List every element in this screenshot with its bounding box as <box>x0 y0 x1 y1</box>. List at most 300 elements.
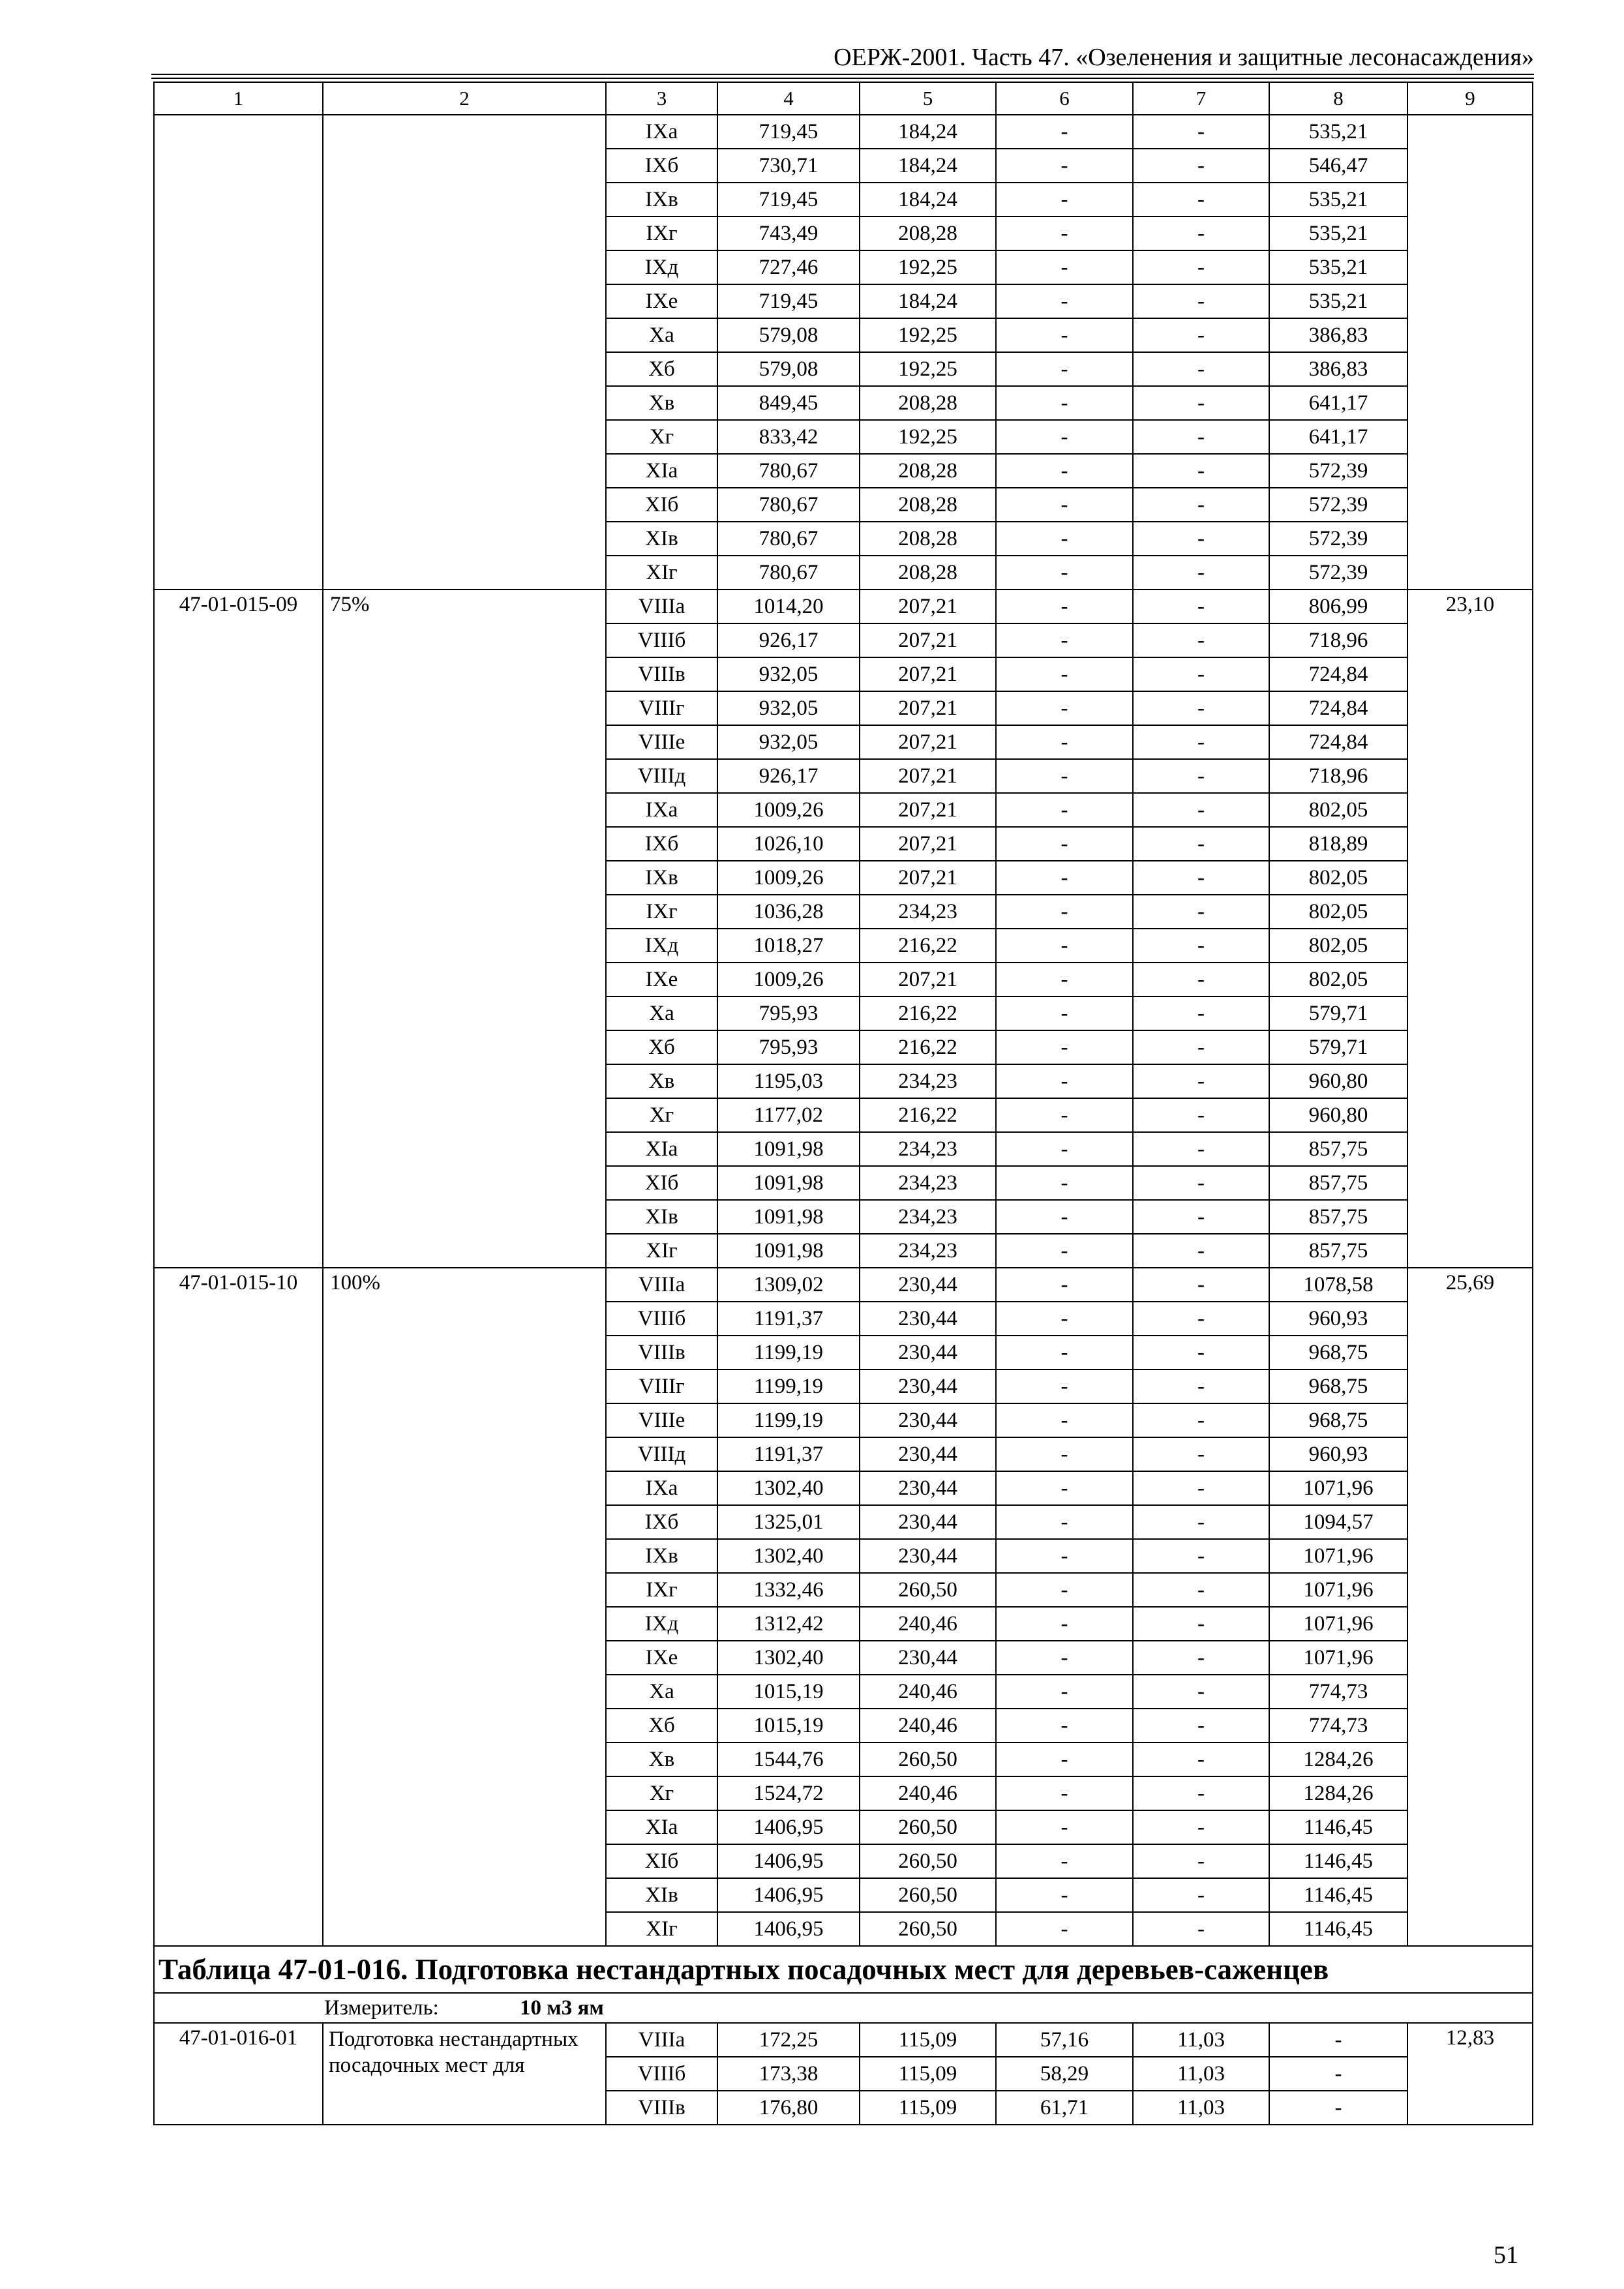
table-cell: 1199,19 <box>717 1369 860 1403</box>
table-cell: 240,46 <box>860 1675 996 1709</box>
table-cell: - <box>1133 691 1269 725</box>
table-cell: - <box>996 1200 1133 1234</box>
table-cell: - <box>996 1776 1133 1810</box>
table-cell: 932,05 <box>717 691 860 725</box>
table-cell: 1406,95 <box>717 1912 860 1946</box>
table-cell: 535,21 <box>1269 250 1407 284</box>
table-cell: - <box>996 318 1133 352</box>
table-cell: XIв <box>606 1878 717 1912</box>
table-cell: 802,05 <box>1269 861 1407 895</box>
table-cell: XIв <box>606 1200 717 1234</box>
unit-cell <box>154 1993 1533 2023</box>
table-cell: - <box>1133 725 1269 759</box>
table-cell: 535,21 <box>1269 115 1407 149</box>
table-cell: - <box>996 725 1133 759</box>
table-cell: 1199,19 <box>717 1403 860 1437</box>
table-cell: 718,96 <box>1269 623 1407 657</box>
table-cell: - <box>996 929 1133 963</box>
table-cell: - <box>1133 1369 1269 1403</box>
table-cell: Xг <box>606 420 717 454</box>
table-cell: XIб <box>606 488 717 522</box>
table-cell: IXе <box>606 1641 717 1675</box>
table-cell: Xа <box>606 318 717 352</box>
table-cell: - <box>1133 1166 1269 1200</box>
table-cell: 818,89 <box>1269 827 1407 861</box>
table-cell: - <box>996 1505 1133 1539</box>
table-cell: 115,09 <box>860 2091 996 2125</box>
unit-label: Измеритель: <box>324 1996 439 2020</box>
table-cell: IXе <box>606 963 717 996</box>
table-cell: - <box>996 1912 1133 1946</box>
table-cell: 1406,95 <box>717 1810 860 1844</box>
table-cell: - <box>996 1709 1133 1743</box>
table-cell: 1302,40 <box>717 1641 860 1675</box>
table-cell: VIIIв <box>606 657 717 691</box>
table-cell: - <box>996 454 1133 488</box>
table-cell: 1199,19 <box>717 1336 860 1369</box>
table-cell: VIIIе <box>606 1403 717 1437</box>
table-caption: Таблица 47-01-016. Подготовка нестандартных посадочных мест для деревьев-саженцев <box>154 1946 1533 1993</box>
table-cell: 641,17 <box>1269 420 1407 454</box>
name-cell: Подготовка нестандартных посадочных мест для <box>323 2023 606 2125</box>
table-cell: - <box>1133 420 1269 454</box>
table-cell: 173,38 <box>717 2057 860 2091</box>
table-cell: VIIIб <box>606 1302 717 1336</box>
table-cell: - <box>1133 1539 1269 1573</box>
table-cell: 795,93 <box>717 1030 860 1064</box>
table-cell: Xа <box>606 996 717 1030</box>
table-cell: 230,44 <box>860 1268 996 1302</box>
table-cell: - <box>996 691 1133 725</box>
table-cell: 216,22 <box>860 1030 996 1064</box>
table-cell: 932,05 <box>717 725 860 759</box>
table-cell: 572,39 <box>1269 454 1407 488</box>
table-cell: - <box>1133 1403 1269 1437</box>
column-number: 8 <box>1269 82 1407 115</box>
total-cell: 25,69 <box>1407 1268 1533 1946</box>
table-cell: - <box>1133 1268 1269 1302</box>
table-cell: 216,22 <box>860 929 996 963</box>
table-cell: Xа <box>606 1675 717 1709</box>
table-row <box>154 1268 1533 1302</box>
table-cell: 774,73 <box>1269 1709 1407 1743</box>
table-cell: 386,83 <box>1269 318 1407 352</box>
table-cell: 207,21 <box>860 623 996 657</box>
table-cell: VIIIб <box>606 2057 717 2091</box>
table-cell: 535,21 <box>1269 217 1407 250</box>
table-cell: VIIIг <box>606 691 717 725</box>
table-cell: 857,75 <box>1269 1234 1407 1268</box>
table-cell: IXб <box>606 1505 717 1539</box>
table-cell: 1071,96 <box>1269 1607 1407 1641</box>
table-cell: - <box>996 1098 1133 1132</box>
table-cell: 724,84 <box>1269 691 1407 725</box>
table-cell: Xв <box>606 1064 717 1098</box>
table-cell: - <box>996 623 1133 657</box>
table-cell: - <box>1133 1878 1269 1912</box>
table-cell: XIб <box>606 1844 717 1878</box>
table-cell: 192,25 <box>860 318 996 352</box>
table-cell: - <box>996 115 1133 149</box>
table-cell: - <box>1133 1132 1269 1166</box>
table-cell: 230,44 <box>860 1539 996 1573</box>
table-cell: - <box>996 1234 1133 1268</box>
table-cell: 579,08 <box>717 352 860 386</box>
table-cell: - <box>1133 183 1269 217</box>
code-cell: 47-01-016-01 <box>154 2023 323 2125</box>
table-cell: - <box>996 996 1133 1030</box>
table-cell: 1406,95 <box>717 1844 860 1878</box>
table-cell: - <box>1133 149 1269 183</box>
table-cell: XIа <box>606 1132 717 1166</box>
table-cell: - <box>996 1030 1133 1064</box>
table-cell: IXа <box>606 793 717 827</box>
table-cell: 780,67 <box>717 522 860 556</box>
table-cell: 1071,96 <box>1269 1539 1407 1573</box>
table-cell: 1146,45 <box>1269 1844 1407 1878</box>
table-cell: 260,50 <box>860 1878 996 1912</box>
table-cell: - <box>996 386 1133 420</box>
table-cell: 932,05 <box>717 657 860 691</box>
table-cell: - <box>1133 861 1269 895</box>
unit-row <box>154 1993 1533 2023</box>
table-cell: XIа <box>606 454 717 488</box>
table-cell: VIIIг <box>606 1369 717 1403</box>
table-cell: Xб <box>606 1030 717 1064</box>
table-cell: - <box>996 827 1133 861</box>
table-cell: 260,50 <box>860 1810 996 1844</box>
table-cell: 1284,26 <box>1269 1776 1407 1810</box>
table-cell: 230,44 <box>860 1641 996 1675</box>
table-cell: 1302,40 <box>717 1471 860 1505</box>
table-cell: 849,45 <box>717 386 860 420</box>
table-cell: - <box>1133 623 1269 657</box>
table-cell: 260,50 <box>860 1844 996 1878</box>
table-cell: - <box>1133 1200 1269 1234</box>
table-cell: - <box>1133 793 1269 827</box>
table-cell: 184,24 <box>860 284 996 318</box>
table-cell: 11,03 <box>1133 2091 1269 2125</box>
table-cell: - <box>996 590 1133 623</box>
table-cell: - <box>996 217 1133 250</box>
table-cell: - <box>1133 1776 1269 1810</box>
table-cell: Xв <box>606 1743 717 1776</box>
table-cell: 234,23 <box>860 1234 996 1268</box>
table-cell: 1091,98 <box>717 1132 860 1166</box>
table-cell: 1071,96 <box>1269 1641 1407 1675</box>
table-cell: 207,21 <box>860 691 996 725</box>
table-cell: - <box>996 556 1133 590</box>
code-cell <box>154 115 323 590</box>
total-cell: 23,10 <box>1407 590 1533 1268</box>
table-cell: - <box>996 522 1133 556</box>
table-cell: 230,44 <box>860 1369 996 1403</box>
table-cell: 968,75 <box>1269 1369 1407 1403</box>
table-cell: - <box>996 1675 1133 1709</box>
table-cell: 774,73 <box>1269 1675 1407 1709</box>
table-cell: - <box>996 183 1133 217</box>
table-cell: - <box>996 1369 1133 1403</box>
table-cell: - <box>996 284 1133 318</box>
table-cell: - <box>1133 318 1269 352</box>
table-cell: - <box>1133 1234 1269 1268</box>
table-cell: - <box>1133 1607 1269 1641</box>
table-cell: IXв <box>606 183 717 217</box>
table-cell: 240,46 <box>860 1709 996 1743</box>
table-cell: - <box>1133 1437 1269 1471</box>
table-cell: - <box>996 1132 1133 1166</box>
table-cell: IXа <box>606 1471 717 1505</box>
table-row <box>154 115 1533 149</box>
table-cell: 184,24 <box>860 115 996 149</box>
table-cell: - <box>1133 827 1269 861</box>
table-cell: 535,21 <box>1269 183 1407 217</box>
table-cell: 115,09 <box>860 2023 996 2057</box>
table-cell: 234,23 <box>860 1200 996 1234</box>
table-cell: - <box>996 895 1133 929</box>
table-cell: 216,22 <box>860 996 996 1030</box>
table-cell: 176,80 <box>717 2091 860 2125</box>
table-cell: - <box>1133 217 1269 250</box>
table-cell: 1009,26 <box>717 793 860 827</box>
table-cell: 727,46 <box>717 250 860 284</box>
table-cell: 240,46 <box>860 1607 996 1641</box>
column-number: 2 <box>323 82 606 115</box>
table-cell: IXб <box>606 827 717 861</box>
table-cell: 208,28 <box>860 217 996 250</box>
table-cell: 192,25 <box>860 420 996 454</box>
table-cell: 1014,20 <box>717 590 860 623</box>
table-cell: - <box>1133 1641 1269 1675</box>
header-rule-secondary <box>151 78 1534 79</box>
table-cell: 572,39 <box>1269 488 1407 522</box>
table-cell: 1015,19 <box>717 1675 860 1709</box>
table-cell: 724,84 <box>1269 725 1407 759</box>
table-cell: - <box>1133 657 1269 691</box>
table-cell: 1309,02 <box>717 1268 860 1302</box>
table-cell: - <box>996 1166 1133 1200</box>
table-cell: 1325,01 <box>717 1505 860 1539</box>
table-cell: - <box>1133 556 1269 590</box>
table-cell: 857,75 <box>1269 1166 1407 1200</box>
table-cell: - <box>1133 488 1269 522</box>
table-cell: 1191,37 <box>717 1302 860 1336</box>
table-cell: 1146,45 <box>1269 1810 1407 1844</box>
table-cell: 802,05 <box>1269 963 1407 996</box>
table-cell: - <box>996 149 1133 183</box>
column-number: 3 <box>606 82 717 115</box>
table-cell: IXг <box>606 1573 717 1607</box>
table-cell: 11,03 <box>1133 2023 1269 2057</box>
table-cell: VIIIе <box>606 725 717 759</box>
table-cell: 719,45 <box>717 284 860 318</box>
table-cell: 115,09 <box>860 2057 996 2091</box>
table-cell: - <box>1133 1064 1269 1098</box>
table-cell: 1091,98 <box>717 1166 860 1200</box>
table-cell: 802,05 <box>1269 895 1407 929</box>
table-cell: 1078,58 <box>1269 1268 1407 1302</box>
table-cell: - <box>996 1573 1133 1607</box>
table-cell: 230,44 <box>860 1302 996 1336</box>
code-cell: 47-01-015-09 <box>154 590 323 1268</box>
table-cell: 806,99 <box>1269 590 1407 623</box>
table-cell: IXд <box>606 1607 717 1641</box>
table-cell: 230,44 <box>860 1505 996 1539</box>
name-cell: 75% <box>323 590 606 1268</box>
table-cell: 1524,72 <box>717 1776 860 1810</box>
table-cell: 968,75 <box>1269 1336 1407 1369</box>
table-cell: 216,22 <box>860 1098 996 1132</box>
table-cell: - <box>996 1539 1133 1573</box>
table-cell: 192,25 <box>860 352 996 386</box>
table-cell: 207,21 <box>860 759 996 793</box>
table-cell: - <box>1133 1505 1269 1539</box>
table-cell: - <box>1133 1302 1269 1336</box>
code-cell: 47-01-015-10 <box>154 1268 323 1946</box>
table-cell: 240,46 <box>860 1776 996 1810</box>
table-cell: 58,29 <box>996 2057 1133 2091</box>
table-cell: 857,75 <box>1269 1132 1407 1166</box>
table-cell: - <box>996 1844 1133 1878</box>
table-cell: 718,96 <box>1269 759 1407 793</box>
table-cell: IXг <box>606 217 717 250</box>
table-cell: - <box>1133 1336 1269 1369</box>
table-row <box>154 590 1533 623</box>
table-cell: - <box>996 1064 1133 1098</box>
table-cell: 833,42 <box>717 420 860 454</box>
table-cell: VIIIд <box>606 1437 717 1471</box>
table-cell: - <box>1133 929 1269 963</box>
table-cell: 1146,45 <box>1269 1878 1407 1912</box>
table-cell: IXб <box>606 149 717 183</box>
table-cell: Xб <box>606 1709 717 1743</box>
table-cell: - <box>996 1302 1133 1336</box>
table-cell: 61,71 <box>996 2091 1133 2125</box>
table-cell: - <box>996 1336 1133 1369</box>
table-caption-row <box>154 1946 1533 1993</box>
table-cell: 1071,96 <box>1269 1471 1407 1505</box>
table-cell: IXд <box>606 929 717 963</box>
table-cell: 208,28 <box>860 488 996 522</box>
table-cell: 260,50 <box>860 1743 996 1776</box>
name-cell: 100% <box>323 1268 606 1946</box>
table-cell: 172,25 <box>717 2023 860 2057</box>
table-cell: 1015,19 <box>717 1709 860 1743</box>
table-cell: 1191,37 <box>717 1437 860 1471</box>
table-cell: - <box>1133 1844 1269 1878</box>
table-cell: 780,67 <box>717 556 860 590</box>
table-cell: 207,21 <box>860 827 996 861</box>
table-cell: - <box>996 250 1133 284</box>
unit-value: 10 м3 ям <box>520 1996 604 2020</box>
column-number: 7 <box>1133 82 1269 115</box>
table-cell: 960,93 <box>1269 1437 1407 1471</box>
table-cell: - <box>1133 759 1269 793</box>
table-cell: - <box>996 1403 1133 1437</box>
column-number: 6 <box>996 82 1133 115</box>
table-cell: 260,50 <box>860 1912 996 1946</box>
table-cell: 207,21 <box>860 861 996 895</box>
table-cell: - <box>996 488 1133 522</box>
table-cell: 207,21 <box>860 657 996 691</box>
table-cell: IXа <box>606 115 717 149</box>
table-cell: VIIIв <box>606 1336 717 1369</box>
table-cell: - <box>1133 1675 1269 1709</box>
table-row <box>154 2023 1533 2057</box>
table-cell: 1026,10 <box>717 827 860 861</box>
table-cell: - <box>996 420 1133 454</box>
table-cell: 208,28 <box>860 386 996 420</box>
table-cell: - <box>1133 1573 1269 1607</box>
table-cell: 208,28 <box>860 556 996 590</box>
table-cell: 207,21 <box>860 590 996 623</box>
table-cell: 234,23 <box>860 1064 996 1098</box>
total-cell <box>1407 115 1533 590</box>
table-cell: 1094,57 <box>1269 1505 1407 1539</box>
table-cell: 207,21 <box>860 725 996 759</box>
table-cell: 1036,28 <box>717 895 860 929</box>
table-cell: - <box>1133 1709 1269 1743</box>
table-cell: 579,08 <box>717 318 860 352</box>
table-cell: 572,39 <box>1269 522 1407 556</box>
table-cell: 1091,98 <box>717 1200 860 1234</box>
name-cell <box>323 115 606 590</box>
table-cell: 234,23 <box>860 1132 996 1166</box>
table-cell: 207,21 <box>860 793 996 827</box>
column-number: 9 <box>1407 82 1533 115</box>
table-cell: - <box>1133 963 1269 996</box>
table-cell: 960,93 <box>1269 1302 1407 1336</box>
table-cell: 260,50 <box>860 1573 996 1607</box>
table-cell: 579,71 <box>1269 996 1407 1030</box>
table-cell: 386,83 <box>1269 352 1407 386</box>
table-cell: - <box>1133 115 1269 149</box>
table-cell: 1071,96 <box>1269 1573 1407 1607</box>
table-cell: 857,75 <box>1269 1200 1407 1234</box>
table-cell: 1312,42 <box>717 1607 860 1641</box>
table-cell: Xб <box>606 352 717 386</box>
table-cell: - <box>996 759 1133 793</box>
header-rule <box>151 74 1534 75</box>
table-cell: IXе <box>606 284 717 318</box>
table-cell: 208,28 <box>860 522 996 556</box>
table-cell: 1302,40 <box>717 1539 860 1573</box>
table-cell: XIг <box>606 1912 717 1946</box>
table-cell: 780,67 <box>717 488 860 522</box>
table-cell: 719,45 <box>717 115 860 149</box>
table-cell: - <box>1133 284 1269 318</box>
table-cell: XIг <box>606 556 717 590</box>
table-cell: 1018,27 <box>717 929 860 963</box>
table-cell: - <box>996 1471 1133 1505</box>
table-cell: 1544,76 <box>717 1743 860 1776</box>
table-cell: - <box>1133 1912 1269 1946</box>
table-cell: 207,21 <box>860 963 996 996</box>
table-cell: XIа <box>606 1810 717 1844</box>
table-cell: - <box>1133 996 1269 1030</box>
table-cell: 968,75 <box>1269 1403 1407 1437</box>
table-cell: 230,44 <box>860 1471 996 1505</box>
table-cell: IXд <box>606 250 717 284</box>
table-cell: 730,71 <box>717 149 860 183</box>
table-cell: 795,93 <box>717 996 860 1030</box>
table-cell: 579,71 <box>1269 1030 1407 1064</box>
table-cell: VIIIа <box>606 590 717 623</box>
page-number: 51 <box>1494 2241 1518 2269</box>
table-cell: Xг <box>606 1776 717 1810</box>
table-cell: 57,16 <box>996 2023 1133 2057</box>
table-cell: - <box>1133 1471 1269 1505</box>
